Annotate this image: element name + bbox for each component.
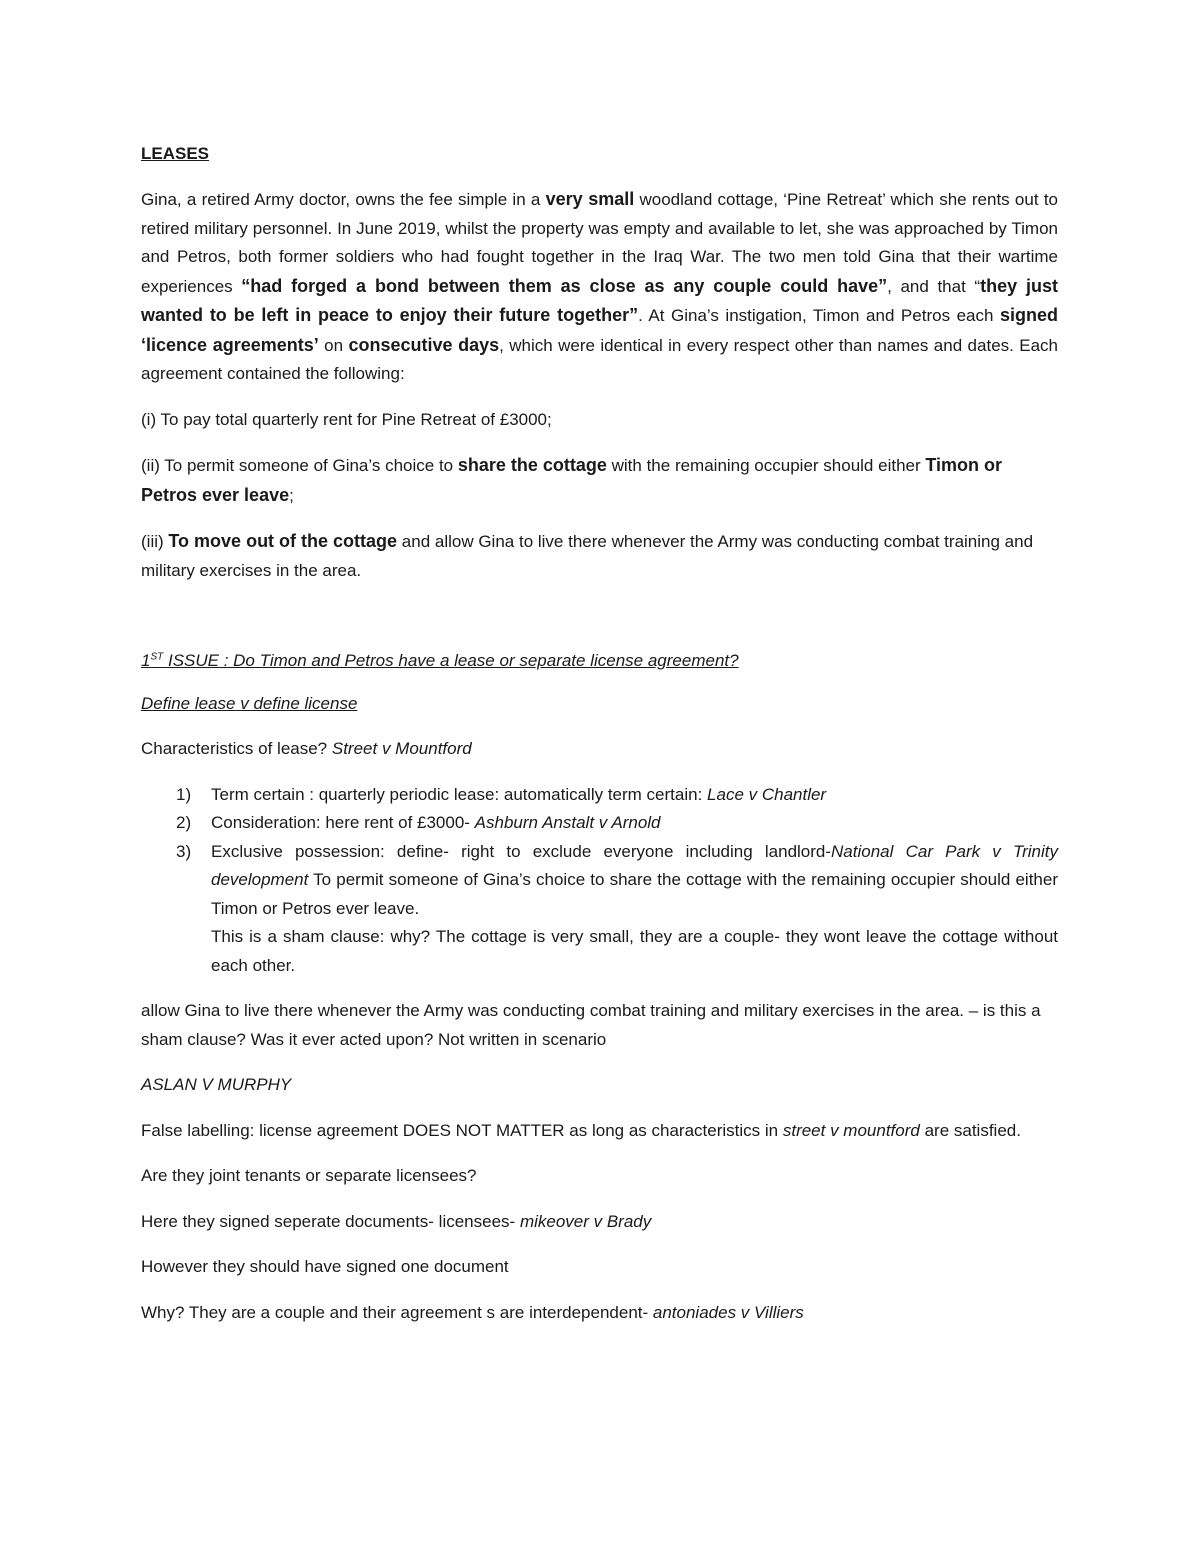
- issue-text: ISSUE : Do Timon and Petros have a lease or separate license agreement?: [163, 651, 739, 670]
- intro-bold-4: signed ‘licence agreements’: [141, 305, 1058, 355]
- issue-number: 1: [141, 651, 151, 670]
- term-2-bold-a: share the cottage: [457, 455, 607, 475]
- issue-superscript: ST: [150, 651, 164, 663]
- intro-bold-5: consecutive days: [348, 334, 500, 355]
- intro-paragraph: [141, 185, 1058, 389]
- intro-bold-2: “had forged a bond between them as close as any couple could have”: [241, 275, 888, 296]
- intro-text-5: on: [318, 335, 349, 355]
- signed-text: Here they signed seperate documents- licensees-: [141, 1211, 520, 1231]
- list-item-text: Term certain : quarterly periodic lease: automatically term certain:: [211, 784, 708, 804]
- case-reference: antoniades v Villiers: [652, 1302, 804, 1322]
- characteristics-text: Characteristics of lease?: [141, 739, 332, 758]
- term-3: [141, 527, 1058, 585]
- characteristics-list: [141, 781, 1058, 981]
- however-paragraph: However they should have signed one document: [141, 1257, 509, 1276]
- term-2-bold-b: Timon or Petros ever leave: [141, 455, 1003, 505]
- false-labelling-paragraph: [141, 1117, 1058, 1146]
- joint-tenants-question: Are they joint tenants or separate licensees?: [141, 1166, 477, 1185]
- intro-text-4: . At Gina’s instigation, Timon and Petros each: [638, 306, 1000, 325]
- intro-text-2: woodland cottage, ‘Pine Retreat’ which she rents out to retired military personnel. In June 2019, whilst the property was empty and available to let, she was approached by Timon and Petros, both former soldiers who had fought together in the Iraq War. The two men told Gina that their wartime experiences: [141, 190, 1058, 296]
- define-heading: Define lease v define license: [141, 693, 358, 713]
- term-1: (i) To pay total quarterly rent for Pine Retreat of £3000;: [141, 409, 552, 429]
- intro-text-3: , and that “: [887, 276, 981, 296]
- false-labelling-text-b: are satisfied.: [919, 1120, 1021, 1140]
- case-reference: Lace v Chantler: [707, 784, 827, 804]
- case-reference: National Car Park v Trinity development: [211, 841, 1058, 889]
- term-2-text-a: (ii) To permit someone of Gina’s choice to: [141, 456, 458, 475]
- list-item-text: Exclusive possession: define- right to exclude everyone including landlord-: [211, 841, 832, 861]
- intro-bold-3: they just wanted to be left in peace to enjoy their future together”: [141, 275, 1058, 325]
- why-text: Why? They are a couple and their agreement s are interdependent-: [141, 1302, 653, 1322]
- intro-text-1: Gina, a retired Army doctor, owns the fee simple in a: [141, 190, 546, 209]
- intro-bold-1: very small: [545, 189, 635, 209]
- case-reference: Street v Mountford: [331, 739, 472, 758]
- term-3-text-a: (iii): [141, 532, 169, 551]
- list-item-text: Consideration: here rent of £3000-: [211, 813, 475, 832]
- list-item: [141, 809, 1058, 838]
- case-reference: mikeover v Brady: [519, 1211, 652, 1231]
- case-reference: street v mountford: [782, 1120, 920, 1140]
- list-item-note: This is a sham clause: why? The cottage is very small, they are a couple- they wont leave the cottage without each other.: [211, 927, 1058, 975]
- case-heading: ASLAN V MURPHY: [141, 1075, 292, 1094]
- allow-paragraph: allow Gina to live there whenever the Army was conducting combat training and military exercises in the area. – is this a sham clause? Was it ever acted upon? Not written in scenario: [141, 1001, 1041, 1049]
- list-number: 3): [176, 841, 192, 861]
- term-2-text-b: with the remaining occupier should either: [606, 456, 926, 475]
- issue-heading: [141, 647, 1058, 676]
- document-title: LEASES: [141, 144, 210, 163]
- case-reference: Ashburn Anstalt v Arnold: [474, 813, 661, 832]
- characteristics-line: [141, 735, 1058, 764]
- term-2: [141, 451, 1058, 510]
- list-number: 1): [176, 784, 192, 804]
- document-page: [141, 140, 1058, 1344]
- signed-paragraph: [141, 1208, 1058, 1237]
- list-item-continuation: To permit someone of Gina’s choice to share the cottage with the remaining occupier should either Timon or Petros ever leave.: [211, 870, 1058, 918]
- term-3-bold: To move out of the cottage: [168, 531, 398, 551]
- list-item: [141, 838, 1058, 981]
- intro-text-6: , which were identical in every respect other than names and dates. Each agreement contained the following:: [141, 335, 1058, 383]
- list-number: 2): [176, 813, 192, 832]
- term-2-text-c: ;: [289, 485, 294, 505]
- false-labelling-text-a: False labelling: license agreement DOES NOT MATTER as long as characteristics in: [141, 1120, 783, 1140]
- term-3-text-b: and allow Gina to live there whenever the Army was conducting combat training and military exercises in the area.: [141, 532, 1034, 580]
- list-item: [141, 781, 1058, 810]
- why-paragraph: [141, 1299, 1058, 1328]
